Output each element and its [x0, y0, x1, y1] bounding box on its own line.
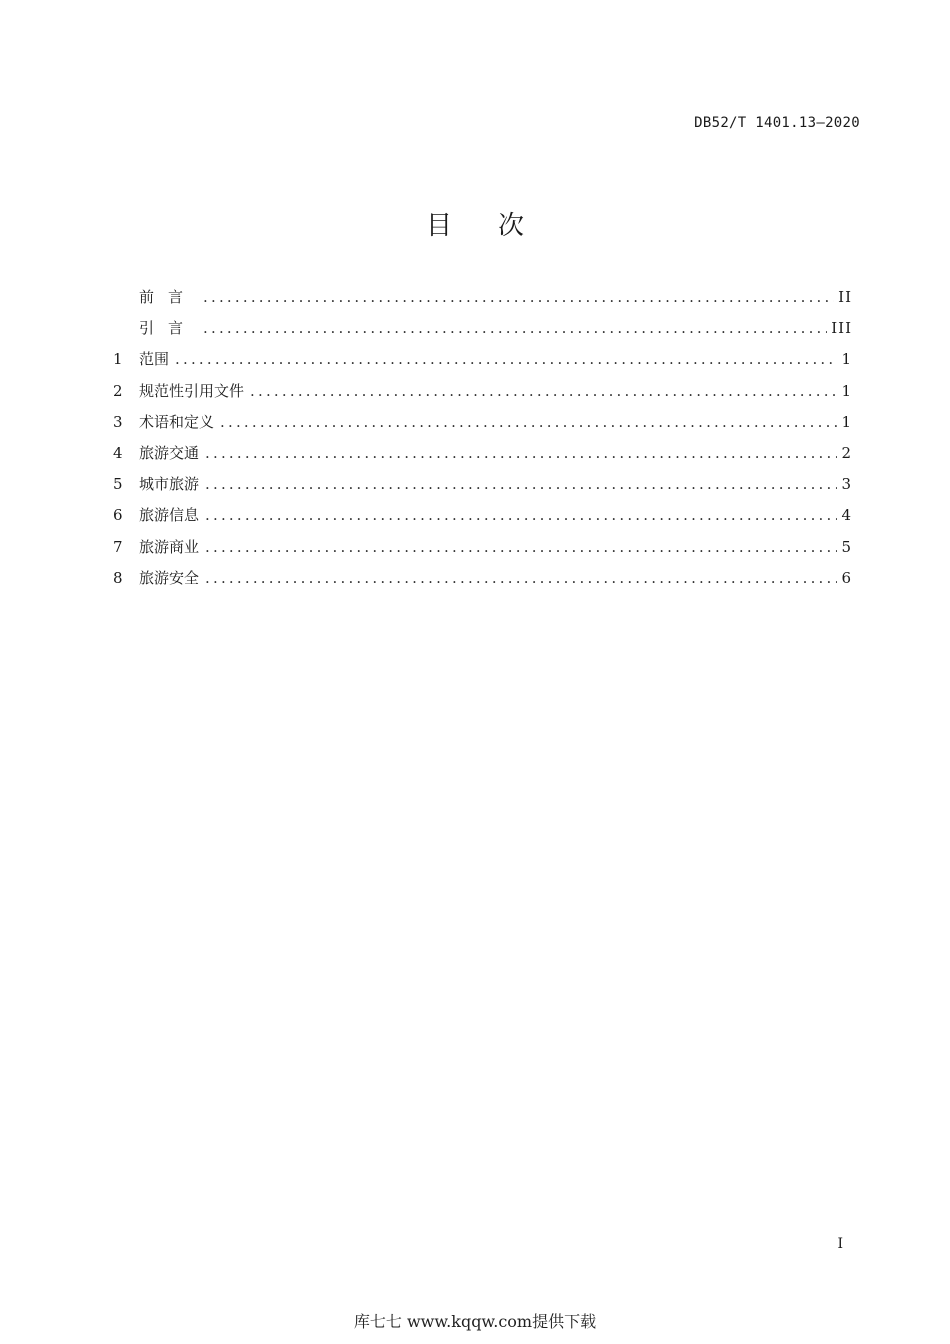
toc-entry-number: 8	[113, 568, 123, 587]
toc-entry-number: 1	[113, 350, 123, 369]
toc-entry-page: II	[838, 288, 852, 306]
toc-entry-number: 4	[113, 443, 123, 462]
toc-entry-page: 4	[841, 506, 852, 525]
toc-entry[interactable]	[113, 567, 852, 598]
toc-entry-label: 旅游信息	[139, 506, 200, 525]
toc-entry-label: 范围	[139, 350, 170, 369]
toc-entry[interactable]	[113, 317, 852, 348]
toc-entry[interactable]	[113, 286, 852, 317]
toc-entry[interactable]	[113, 348, 852, 379]
toc-dot-leader	[205, 504, 837, 526]
toc-entry-page: 1	[841, 350, 852, 369]
toc-dot-leader	[250, 380, 837, 402]
toc-entry-page: 6	[841, 568, 852, 587]
toc-dot-leader	[203, 317, 827, 339]
toc-entry[interactable]	[113, 504, 852, 535]
toc-entry-page: 1	[841, 381, 852, 400]
toc-entry-label: 引言	[139, 319, 198, 338]
toc-entry[interactable]	[113, 473, 852, 504]
toc-entry-page: 1	[841, 412, 852, 431]
table-of-contents	[113, 286, 852, 598]
toc-entry-label: 城市旅游	[139, 475, 200, 494]
toc-entry-number: 6	[113, 506, 123, 525]
toc-entry-number: 2	[113, 381, 123, 400]
toc-entry-label: 规范性引用文件	[139, 381, 245, 400]
document-code: DB52/T 1401.13—2020	[694, 115, 860, 131]
toc-entry-label: 旅游安全	[139, 568, 200, 587]
toc-entry-label: 旅游交通	[139, 443, 200, 462]
toc-entry-number: 5	[113, 475, 123, 494]
toc-entry-page: III	[831, 319, 852, 338]
toc-entry-label: 术语和定义	[139, 412, 215, 431]
toc-dot-leader	[205, 442, 837, 464]
toc-dot-leader	[203, 286, 834, 308]
toc-dot-leader	[220, 411, 837, 433]
page-number: I	[837, 1236, 843, 1252]
toc-dot-leader	[205, 473, 837, 495]
toc-entry-number: 3	[113, 412, 123, 431]
toc-entry-page: 2	[841, 443, 852, 462]
toc-entry[interactable]	[113, 442, 852, 473]
download-watermark: 库七七 www.kqqw.com提供下载	[353, 1312, 597, 1331]
toc-entry-label: 前言	[139, 288, 198, 306]
toc-dot-leader	[205, 567, 837, 589]
toc-entry-page: 3	[841, 475, 852, 494]
toc-entry[interactable]	[113, 536, 852, 567]
toc-entry-page: 5	[841, 537, 852, 556]
toc-dot-leader	[175, 348, 837, 370]
toc-entry-number: 7	[113, 537, 123, 556]
toc-entry-label: 旅游商业	[139, 537, 200, 556]
toc-dot-leader	[205, 536, 837, 558]
page-title: 目次	[425, 211, 570, 241]
toc-entry[interactable]	[113, 411, 852, 442]
toc-entry[interactable]	[113, 380, 852, 411]
